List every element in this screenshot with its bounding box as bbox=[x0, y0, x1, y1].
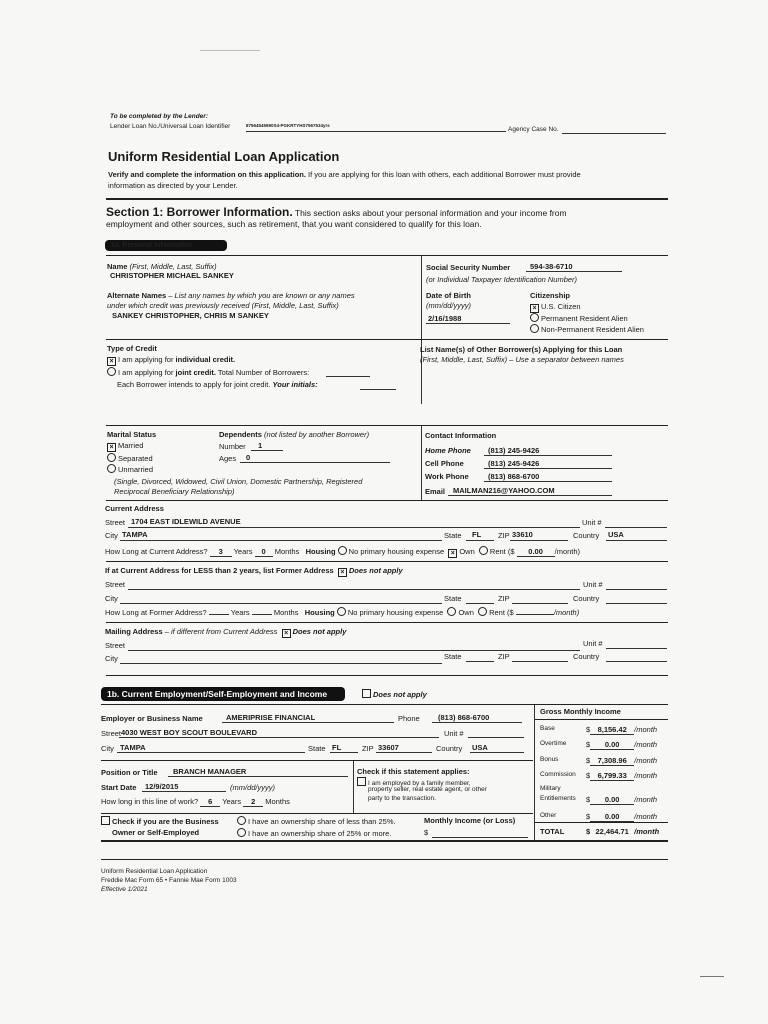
marital-unmarried-option[interactable] bbox=[107, 464, 153, 474]
employer-state-label: State bbox=[308, 744, 326, 753]
alt-names-hint2-row bbox=[107, 301, 339, 310]
footer-line2: Freddie Mac Form 65 • Fannie Mae Form 1003 bbox=[101, 877, 237, 884]
check-statement-line2: property seller, real estate agent, or other bbox=[368, 786, 487, 793]
line-of-work-row bbox=[101, 797, 290, 807]
income-commission-label: Commission bbox=[540, 771, 576, 778]
former-street-line[interactable] bbox=[128, 589, 580, 590]
citizen-nonpermanent-radio[interactable] bbox=[530, 324, 539, 333]
alt-names-label-row bbox=[107, 291, 355, 300]
income-base-label: Base bbox=[540, 725, 555, 732]
dependents-ages-line bbox=[240, 462, 390, 463]
initials-line[interactable] bbox=[360, 389, 396, 390]
current-unit-label: Unit # bbox=[582, 518, 602, 527]
former-howlong-label: How Long at Former Address? bbox=[105, 608, 207, 617]
mailing-country-label: Country bbox=[573, 652, 600, 661]
initials-row bbox=[117, 380, 318, 389]
income-base-row: $ 8,156.42 /month bbox=[586, 725, 658, 734]
former-na-checkbox[interactable]: × bbox=[338, 568, 347, 577]
current-city-label: City bbox=[105, 531, 118, 540]
mailing-top-border bbox=[106, 622, 668, 623]
current-zip-line bbox=[510, 540, 568, 541]
marital-status-label: Marital Status bbox=[107, 430, 157, 439]
former-housing-own-radio[interactable] bbox=[447, 607, 456, 616]
gross-income-header-border bbox=[535, 719, 668, 720]
marital-unmarried-label: Unmarried bbox=[118, 465, 154, 474]
mailing-address-row bbox=[105, 627, 346, 638]
citizen-us-label: U.S. Citizen bbox=[541, 302, 581, 311]
income-total-value[interactable]: 22,464.71 bbox=[595, 827, 629, 836]
work-phone-label: Work Phone bbox=[425, 472, 469, 481]
credit-joint-option[interactable] bbox=[107, 367, 309, 377]
mailing-na-checkbox[interactable]: × bbox=[282, 629, 291, 638]
income-military-label2: Entitlements bbox=[540, 795, 576, 802]
former-months-line[interactable] bbox=[252, 614, 272, 615]
credit-joint-text-b: joint credit. bbox=[175, 368, 216, 377]
scan-artifact bbox=[700, 976, 724, 977]
monthly-income-dollar: $ bbox=[424, 828, 429, 837]
dependents-number-value[interactable]: 1 bbox=[258, 441, 263, 450]
mailing-city-line[interactable] bbox=[120, 663, 442, 664]
mailing-address-label: Mailing Address bbox=[105, 627, 163, 636]
dependents-number-label: Number bbox=[219, 442, 246, 451]
employment-na-label: Does not apply bbox=[373, 690, 427, 699]
employment-top-border bbox=[101, 704, 668, 705]
income-other-label: Other bbox=[540, 812, 557, 819]
position-value[interactable]: BRANCH MANAGER bbox=[173, 767, 247, 776]
income-overtime-label: Overtime bbox=[540, 740, 567, 747]
former-rent-per-month: /month) bbox=[553, 608, 580, 617]
agency-case-label: Agency Case No. bbox=[508, 126, 559, 133]
income-other-per: /month bbox=[634, 812, 658, 821]
income-bonus-value[interactable]: 7,308.96 bbox=[590, 756, 634, 766]
employer-state-value[interactable]: FL bbox=[332, 743, 342, 752]
former-unit-line[interactable] bbox=[606, 589, 667, 590]
ssn-label: Social Security Number bbox=[426, 263, 511, 272]
income-total-per: /month bbox=[634, 827, 660, 836]
marital-married-checkbox[interactable]: × bbox=[107, 443, 116, 452]
alt-names-value[interactable]: SANKEY CHRISTOPHER, CHRIS M SANKEY bbox=[112, 311, 269, 320]
citizen-permanent-radio[interactable] bbox=[530, 313, 539, 322]
start-date-line bbox=[142, 791, 226, 792]
home-phone-value[interactable]: (813) 245-9426 bbox=[488, 446, 540, 455]
former-housing-label: Housing bbox=[304, 608, 335, 617]
check-statement-line3: party to the transaction. bbox=[368, 795, 436, 802]
check-statement-label: Check if this statement applies: bbox=[357, 767, 470, 776]
current-housing-none-label: No primary housing expense bbox=[348, 547, 445, 556]
position-top-border bbox=[101, 760, 533, 761]
credit-individual-text-b: individual credit. bbox=[175, 355, 236, 364]
income-bonus-per: /month bbox=[634, 756, 658, 765]
marital-married-label: Married bbox=[118, 441, 144, 450]
credit-joint-text-a: I am applying for bbox=[118, 368, 176, 377]
mailing-state-label: State bbox=[444, 652, 462, 661]
employer-city-value[interactable]: TAMPA bbox=[120, 743, 146, 752]
current-street-value[interactable]: 1704 EAST IDLEWILD AVENUE bbox=[131, 517, 241, 526]
position-line bbox=[168, 776, 348, 777]
employer-zip-value[interactable]: 33607 bbox=[378, 743, 399, 752]
income-total-border bbox=[535, 822, 668, 823]
email-line bbox=[448, 495, 612, 496]
current-housing-own-label: Own bbox=[459, 547, 475, 556]
credit-individual-option[interactable] bbox=[107, 355, 235, 366]
loan-number-value[interactable]: 87564545690S4-PGKRTYHS7567534yrs bbox=[246, 123, 330, 128]
employer-zip-line bbox=[376, 752, 432, 753]
employer-city-line bbox=[117, 752, 305, 753]
section1-desc2: employment and other sources, such as retirement, that you want considered to qualify for this loan. bbox=[106, 219, 482, 229]
business-owner-line1: Check if you are the Business bbox=[112, 817, 219, 826]
share-more-radio[interactable] bbox=[237, 828, 246, 837]
income-overtime-value[interactable]: 0.00 bbox=[590, 740, 634, 750]
cell-phone-line bbox=[484, 468, 612, 469]
former-na-label: Does not apply bbox=[348, 566, 403, 575]
former-unit-label: Unit # bbox=[583, 580, 603, 589]
share-less-label: I have an ownership share of less than 25%. bbox=[248, 817, 396, 826]
marital-separated-radio[interactable] bbox=[107, 453, 116, 462]
current-rent-per-month: /month) bbox=[554, 547, 581, 556]
current-months-label: Months bbox=[274, 547, 300, 556]
line-of-work-months-value[interactable]: 2 bbox=[243, 797, 263, 807]
work-phone-value[interactable]: (813) 868-6700 bbox=[488, 472, 540, 481]
mailing-zip-label: ZIP bbox=[498, 652, 510, 661]
current-howlong-row bbox=[105, 546, 580, 558]
name-label: Name bbox=[107, 262, 128, 271]
income-military-per: /month bbox=[634, 795, 658, 804]
alt-names-hint1: – List any names by which you are known or any names bbox=[168, 291, 355, 300]
dob-line bbox=[426, 323, 510, 324]
former-rent-line[interactable] bbox=[516, 614, 554, 615]
work-phone-line bbox=[484, 481, 612, 482]
employer-phone-line bbox=[432, 722, 522, 723]
employer-state-line bbox=[330, 752, 358, 753]
alt-names-hint2: under which credit was previously received bbox=[107, 301, 250, 310]
line-of-work-years-value[interactable]: 6 bbox=[200, 797, 220, 807]
current-housing-own-checkbox[interactable]: × bbox=[448, 549, 457, 558]
marital-note2: Reciprocal Beneficiary Relationship) bbox=[114, 487, 235, 496]
income-overtime-per: /month bbox=[634, 740, 658, 749]
employer-unit-line[interactable] bbox=[468, 737, 524, 738]
start-date-value[interactable]: 12/9/2015 bbox=[145, 782, 179, 791]
employer-unit-label: Unit # bbox=[444, 729, 464, 738]
employer-country-value[interactable]: USA bbox=[472, 743, 488, 752]
citizen-permanent-label: Permanent Resident Alien bbox=[541, 314, 628, 323]
email-value[interactable]: MAILMAN216@YAHOO.COM bbox=[453, 486, 555, 495]
former-howlong-row bbox=[105, 607, 579, 617]
name-value[interactable]: CHRISTOPHER MICHAEL SANKEY bbox=[110, 271, 234, 280]
marital-unmarried-radio[interactable] bbox=[107, 464, 116, 473]
dependents-label: Dependents bbox=[219, 430, 262, 439]
tab-current-employment: 1b. Current Employment/Self-Employment and Income bbox=[101, 687, 345, 701]
mailing-unit-label: Unit # bbox=[583, 639, 603, 648]
credit-joint-text-c: Total Number of Borrowers: bbox=[215, 368, 310, 377]
position-vert-divider bbox=[353, 761, 354, 813]
borrowers-count-line[interactable] bbox=[326, 376, 370, 377]
business-owner-option[interactable] bbox=[101, 816, 219, 826]
former-zip-label: ZIP bbox=[498, 594, 510, 603]
monthly-income-label: Monthly Income (or Loss) bbox=[424, 816, 516, 825]
employer-line bbox=[222, 722, 394, 723]
former-address-label: If at Current Address for LESS than 2 years, list Former Address bbox=[105, 566, 334, 575]
former-street-label: Street bbox=[105, 580, 126, 589]
personal-vert-divider bbox=[421, 256, 422, 404]
other-borrowers-hint: (First, Middle, Last, Suffix) – Use a separator between names bbox=[420, 355, 624, 364]
income-commission-per: /month bbox=[634, 771, 658, 780]
mailing-bottom-border bbox=[106, 675, 668, 676]
income-total-label: TOTAL bbox=[540, 827, 565, 836]
employment-bottom-border bbox=[101, 840, 668, 842]
gross-income-label: Gross Monthly Income bbox=[540, 707, 621, 716]
employer-value[interactable]: AMERIPRISE FINANCIAL bbox=[226, 713, 316, 722]
income-commission-row: $ 6,799.33 /month bbox=[586, 771, 658, 780]
footer-line3: Effective 1/2021 bbox=[101, 886, 148, 893]
income-base-value[interactable]: 8,156.42 bbox=[590, 725, 634, 735]
scan-mark bbox=[200, 50, 260, 51]
credit-individual-checkbox[interactable]: × bbox=[107, 357, 116, 366]
dob-label: Date of Birth bbox=[426, 291, 471, 300]
current-zip-value[interactable]: 33610 bbox=[512, 530, 533, 539]
dependents-ages-value[interactable]: 0 bbox=[246, 453, 251, 462]
former-address-row bbox=[105, 566, 403, 577]
income-vert-divider bbox=[534, 705, 535, 840]
mailing-street-label: Street bbox=[105, 641, 126, 650]
line-of-work-months-label: Months bbox=[265, 797, 290, 806]
loan-number-line bbox=[246, 131, 506, 132]
employment-na-checkbox[interactable] bbox=[362, 689, 371, 698]
income-military-label1: Military bbox=[540, 785, 561, 792]
current-rent-value[interactable]: 0.00 bbox=[517, 547, 555, 557]
agency-case-line[interactable] bbox=[562, 133, 666, 134]
current-city-line bbox=[120, 540, 442, 541]
former-zip-line[interactable] bbox=[512, 603, 568, 604]
dependents-ages-label: Ages bbox=[219, 454, 237, 463]
employer-city-label: City bbox=[101, 744, 114, 753]
dob-hint: (mm/dd/yyyy) bbox=[426, 301, 471, 310]
form-intro-line1 bbox=[108, 170, 581, 179]
footer-top-border bbox=[101, 859, 668, 860]
current-unit-line[interactable] bbox=[605, 527, 667, 528]
current-zip-label: ZIP bbox=[498, 531, 510, 540]
current-address-label: Current Address bbox=[105, 504, 164, 513]
share-more-option[interactable] bbox=[237, 828, 391, 838]
former-state-label: State bbox=[444, 594, 462, 603]
alt-names-label: Alternate Names bbox=[107, 291, 167, 300]
employer-phone-label: Phone bbox=[398, 714, 420, 723]
dependents-label-row bbox=[219, 430, 369, 439]
mailing-city-label: City bbox=[105, 654, 118, 663]
footer-line1: Uniform Residential Loan Application bbox=[101, 868, 208, 875]
former-state-line[interactable] bbox=[466, 603, 494, 604]
verify-bold: Verify and complete the information on this application. bbox=[108, 170, 306, 179]
verify-rest: If you are applying for this loan with others, each additional Borrower must provide bbox=[308, 170, 581, 179]
former-city-line[interactable] bbox=[120, 603, 442, 604]
current-city-value[interactable]: TAMPA bbox=[122, 530, 148, 539]
mailing-zip-line[interactable] bbox=[512, 661, 568, 662]
monthly-income-line[interactable] bbox=[432, 837, 528, 838]
employer-street-line bbox=[119, 737, 439, 738]
income-military-row: $ 0.00 /month bbox=[586, 795, 658, 804]
citizen-us-option[interactable] bbox=[530, 302, 581, 313]
section1-heading bbox=[106, 205, 567, 219]
initials-label: Your initials: bbox=[272, 380, 318, 389]
name-hint: (First, Middle, Last, Suffix) bbox=[129, 262, 217, 271]
current-state-line bbox=[466, 540, 494, 541]
employer-country-line bbox=[470, 752, 524, 753]
former-top-border bbox=[106, 561, 668, 562]
share-less-option[interactable] bbox=[237, 816, 396, 826]
email-label: Email bbox=[425, 487, 446, 496]
credit-individual-text-a: I am applying for bbox=[118, 355, 176, 364]
employer-country-label: Country bbox=[436, 744, 463, 753]
former-country-line[interactable] bbox=[606, 603, 667, 604]
employer-label: Employer or Business Name bbox=[101, 714, 203, 723]
current-months-value[interactable]: 0 bbox=[255, 547, 273, 557]
ssn-hint: (or Individual Taxpayer Identification Number) bbox=[426, 275, 578, 284]
ssn-line bbox=[526, 271, 622, 272]
citizenship-label: Citizenship bbox=[530, 291, 571, 300]
former-years-label: Years bbox=[230, 608, 250, 617]
credit-joint-radio[interactable] bbox=[107, 367, 116, 376]
income-bonus-label: Bonus bbox=[540, 756, 559, 763]
current-street-line bbox=[128, 527, 580, 528]
citizen-permanent-option[interactable] bbox=[530, 313, 628, 323]
credit-type-label: Type of Credit bbox=[107, 344, 157, 353]
address-top-border bbox=[106, 500, 668, 501]
citizen-nonpermanent-option[interactable] bbox=[530, 324, 644, 334]
home-phone-label: Home Phone bbox=[425, 446, 471, 455]
employment-na-option[interactable] bbox=[362, 689, 427, 699]
other-borrowers-label: List Name(s) of Other Borrower(s) Applying for this Loan bbox=[420, 345, 623, 354]
mailing-address-hint: – if different from Current Address bbox=[164, 627, 278, 636]
mailing-street-line[interactable] bbox=[128, 650, 580, 651]
citizen-nonpermanent-label: Non-Permanent Resident Alien bbox=[541, 325, 644, 334]
current-country-line bbox=[606, 540, 667, 541]
current-housing-label: Housing bbox=[305, 547, 336, 556]
former-months-label: Months bbox=[273, 608, 299, 617]
mailing-country-line[interactable] bbox=[606, 661, 667, 662]
current-state-label: State bbox=[444, 531, 462, 540]
check-statement-checkbox[interactable] bbox=[357, 777, 366, 786]
income-other-row: $ 0.00 /month bbox=[586, 812, 658, 821]
contact-label: Contact Information bbox=[425, 431, 497, 440]
current-state-value[interactable]: FL bbox=[472, 530, 482, 539]
loan-number-label: Lender Loan No./Universal Loan Identifier bbox=[110, 123, 231, 130]
form-intro-line2: information as directed by your Lender. bbox=[108, 181, 238, 190]
ssn-value[interactable]: 594-38-6710 bbox=[530, 262, 573, 271]
cell-phone-label: Cell Phone bbox=[425, 459, 464, 468]
former-housing-none-radio[interactable] bbox=[337, 607, 346, 616]
current-housing-rent-label: Rent ($ bbox=[489, 547, 515, 556]
personal-top-border bbox=[106, 255, 668, 256]
current-housing-rent-radio[interactable] bbox=[479, 546, 488, 555]
income-total-row: $ 22,464.71 /month bbox=[586, 827, 660, 836]
line-of-work-years-label: Years bbox=[222, 797, 242, 806]
check-statement-line1: I am employed by a family member, bbox=[368, 780, 471, 787]
former-housing-own-label: Own bbox=[458, 608, 474, 617]
business-top-border bbox=[101, 813, 533, 814]
income-other-value[interactable]: 0.00 bbox=[590, 812, 634, 822]
current-street-label: Street bbox=[105, 518, 126, 527]
current-country-value[interactable]: USA bbox=[608, 530, 624, 539]
employer-zip-label: ZIP bbox=[362, 744, 374, 753]
business-owner-checkbox[interactable] bbox=[101, 816, 110, 825]
credit-top-border bbox=[106, 339, 668, 340]
current-country-label: Country bbox=[573, 531, 600, 540]
dependents-hint: (not listed by another Borrower) bbox=[264, 430, 370, 439]
former-years-line[interactable] bbox=[209, 614, 229, 615]
current-years-value[interactable]: 3 bbox=[210, 547, 232, 557]
marital-separated-label: Separated bbox=[118, 454, 153, 463]
share-less-radio[interactable] bbox=[237, 816, 246, 825]
employer-phone-value[interactable]: (813) 868-6700 bbox=[438, 713, 490, 722]
income-overtime-row: $ 0.00 /month bbox=[586, 740, 658, 749]
current-housing-none-radio[interactable] bbox=[338, 546, 347, 555]
citizen-us-checkbox[interactable]: × bbox=[530, 304, 539, 313]
business-owner-line2: Owner or Self-Employed bbox=[112, 828, 200, 837]
dependents-number-line bbox=[251, 450, 283, 451]
section1-title: Section 1: Borrower Information. bbox=[106, 205, 293, 219]
home-phone-line bbox=[484, 455, 612, 456]
lender-note: To be completed by the Lender: bbox=[110, 113, 208, 120]
current-years-label: Years bbox=[233, 547, 253, 556]
dob-value[interactable]: 2/16/1988 bbox=[428, 314, 462, 323]
marital-vert-divider bbox=[421, 426, 422, 500]
line-of-work-label: How long in this line of work? bbox=[101, 797, 199, 806]
former-country-label: Country bbox=[573, 594, 600, 603]
start-date-hint: (mm/dd/yyyy) bbox=[230, 783, 275, 792]
name-label-row bbox=[107, 262, 217, 271]
share-more-label: I have an ownership share of 25% or more. bbox=[248, 829, 392, 838]
alt-names-hint2b: (First, Middle, Last, Suffix) bbox=[251, 301, 339, 310]
marital-note1: (Single, Divorced, Widowed, Civil Union, Domestic Partnership, Registered bbox=[114, 477, 363, 486]
section1-desc1: This section asks about your personal information and your income from bbox=[294, 208, 567, 218]
income-commission-value[interactable]: 6,799.33 bbox=[590, 771, 634, 781]
position-label: Position or Title bbox=[101, 768, 158, 777]
employer-street-label: Street bbox=[101, 729, 122, 738]
initials-text: Each Borrower intends to apply for joint credit. bbox=[117, 380, 271, 389]
former-city-label: City bbox=[105, 594, 118, 603]
income-base-per: /month bbox=[634, 725, 658, 734]
income-military-value[interactable]: 0.00 bbox=[590, 795, 634, 805]
marital-top-border bbox=[106, 425, 668, 426]
cell-phone-value[interactable]: (813) 245-9426 bbox=[488, 459, 540, 468]
former-housing-none-label: No primary housing expense bbox=[347, 608, 444, 617]
former-housing-rent-radio[interactable] bbox=[478, 607, 487, 616]
former-housing-rent-label: Rent ($ bbox=[489, 608, 514, 617]
income-bonus-row: $ 7,308.96 /month bbox=[586, 756, 658, 765]
form-title: Uniform Residential Loan Application bbox=[108, 149, 340, 164]
marital-separated-option[interactable] bbox=[107, 453, 153, 463]
start-date-label: Start Date bbox=[101, 783, 137, 792]
tab-personal-information: 1a. Personal Information bbox=[105, 240, 227, 251]
current-howlong-label: How Long at Current Address? bbox=[105, 547, 208, 556]
marital-married-option[interactable] bbox=[107, 441, 143, 452]
mailing-state-line[interactable] bbox=[466, 661, 494, 662]
mailing-na-label: Does not apply bbox=[292, 627, 347, 636]
section-divider bbox=[106, 198, 668, 200]
employer-street-value[interactable]: 4030 WEST BOY SCOUT BOULEVARD bbox=[121, 728, 257, 737]
mailing-unit-line[interactable] bbox=[606, 648, 667, 649]
